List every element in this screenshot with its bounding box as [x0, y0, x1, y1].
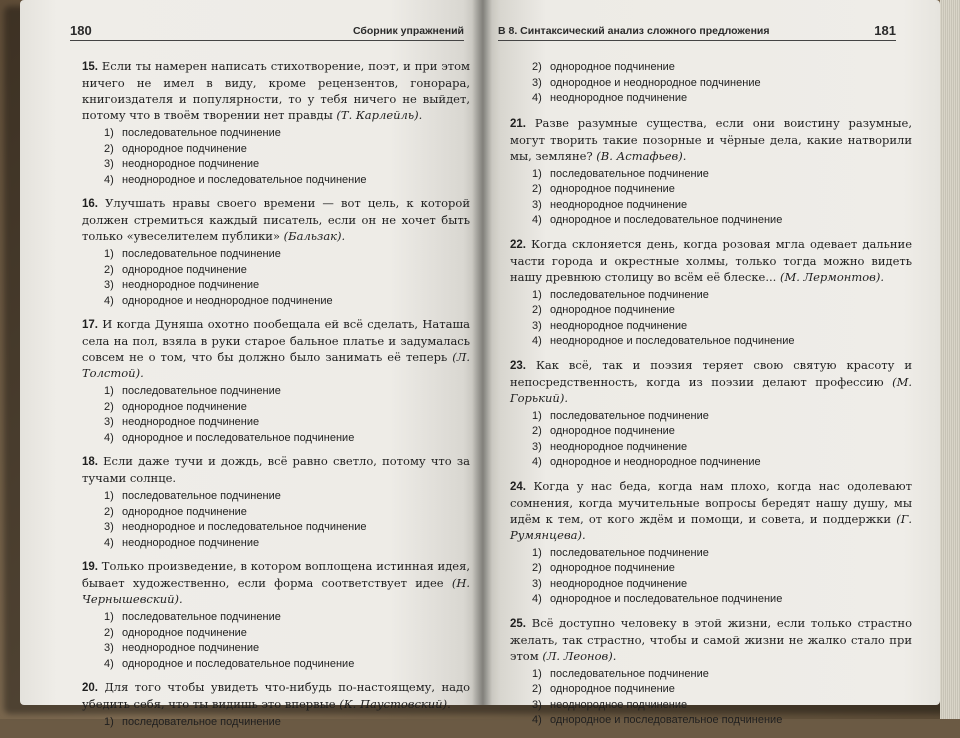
option-text: однородное и последовательное подчинение [122, 431, 355, 444]
exercise-text: Всё доступно человеку в этой жизни, если только страстно желать, так страстно, чтобы и самой жизни не жалко стало при этом [510, 615, 913, 663]
option-number: 3) [532, 198, 542, 211]
option-text: однородное подчинение [122, 142, 247, 155]
option-number: 1) [532, 288, 542, 301]
option-number: 4) [104, 657, 114, 670]
option-number: 3) [104, 416, 114, 428]
exercise-sentence [510, 615, 912, 664]
option-number: 1) [104, 248, 114, 260]
exercise-author: (Т. Карлейль). [336, 108, 423, 122]
answer-option [510, 213, 912, 229]
exercise-number: 20. [82, 682, 98, 694]
option-number: 3) [532, 698, 542, 711]
left-page-content [82, 58, 470, 738]
option-text: однородное подчинение [122, 400, 247, 413]
option-number: 2) [104, 142, 114, 155]
exercise-number: 19. [82, 561, 98, 573]
exercise-number: 16. [82, 198, 98, 210]
answer-option [82, 142, 470, 158]
option-text: последовательное подчинение [550, 667, 709, 680]
option-text: неоднородное подчинение [550, 440, 688, 453]
option-text: однородное и неоднородное подчинение [122, 294, 333, 307]
exercise-sentence [82, 316, 470, 381]
exercise-text: Только произведение, в котором воплощена истинная идея, бывает художественно, если форма соответствует идее [82, 559, 470, 590]
option-number: 4) [104, 294, 114, 307]
exercise-author: (Г. Румянцева). [510, 511, 913, 542]
answer-option [82, 278, 470, 294]
option-text: однородное подчинение [550, 562, 675, 574]
answer-option [82, 505, 470, 521]
exercise-number: 17. [82, 319, 98, 331]
answer-option [82, 520, 470, 536]
option-number: 3) [532, 440, 542, 453]
option-number: 1) [104, 490, 114, 502]
exercise-number: 22. [510, 238, 526, 251]
option-text: однородное подчинение [550, 304, 675, 316]
answer-option [82, 431, 470, 447]
option-number: 2) [532, 183, 542, 195]
option-number: 4) [532, 335, 542, 347]
exercise-sentence [82, 195, 470, 244]
option-text: неоднородное и последовательное подчинение [550, 335, 795, 347]
option-number: 1) [104, 385, 114, 397]
answer-option [510, 76, 912, 92]
option-number: 1) [104, 611, 114, 623]
exercise-text: Улучшать нравы своего времени — вот цель, к которой должен стремиться каждый писатель, если он не хочет быть только «увеселителем публики» [82, 196, 470, 243]
answer-option [510, 198, 912, 214]
answer-option [510, 91, 912, 107]
exercise-author: (М. Лермонтов). [779, 269, 884, 284]
option-number: 1) [532, 667, 542, 680]
answer-option [82, 536, 470, 552]
option-text: однородное подчинение [122, 505, 247, 518]
exercise-item [510, 115, 912, 229]
answer-option [82, 489, 470, 505]
option-number: 4) [532, 714, 542, 726]
exercise-item [510, 357, 912, 471]
exercise-text: Для того чтобы увидеть что-нибудь по-настоящему, надо убедить себя, что ты видишь это впервые [82, 680, 471, 711]
exercise-sentence [510, 236, 912, 285]
option-text: последовательное подчинение [122, 716, 281, 728]
answer-option [82, 384, 470, 400]
exercise-text: Когда склоняется день, когда розовая мгла одевает дальние части города и окрестные холмы, только тогда можно видеть нашу древнюю столицу во всём её блеске... [510, 236, 913, 284]
answer-option [510, 667, 912, 683]
exercise-sentence [82, 453, 470, 486]
option-text: последовательное подчинение [550, 288, 709, 301]
option-text: неоднородное подчинение [550, 92, 688, 104]
option-number: 1) [532, 409, 542, 422]
left-running-head [70, 18, 464, 41]
right-running-title: В 8. Синтаксический анализ сложного предложения [498, 25, 770, 37]
answer-option [82, 715, 470, 731]
answer-option [82, 400, 470, 416]
answer-option [510, 319, 912, 335]
option-text: однородное и неоднородное подчинение [550, 76, 761, 89]
option-text: неоднородное подчинение [550, 198, 688, 211]
option-text: однородное и неоднородное подчинение [550, 456, 761, 468]
exercise-author: (М. Горький). [510, 374, 912, 405]
answer-option [510, 561, 912, 577]
exercise-author: (Бальзак). [283, 229, 346, 243]
answer-option [510, 440, 912, 456]
left-running-title: Сборник упражнений [352, 25, 464, 37]
exercise-author: (В. Астафьев). [596, 148, 687, 163]
answer-option [82, 626, 470, 642]
exercise-item [510, 478, 912, 608]
exercise-item [82, 679, 470, 731]
option-number: 4) [104, 173, 114, 186]
option-number: 2) [532, 61, 542, 73]
option-number: 2) [104, 263, 114, 276]
exercise-author: (К. Паустовский). [339, 697, 451, 711]
option-number: 3) [104, 279, 114, 291]
option-number: 2) [532, 683, 542, 695]
right-running-head [498, 18, 896, 41]
right-page-content [510, 60, 912, 736]
option-text: неоднородное подчинение [122, 536, 260, 549]
exercise-number: 23. [510, 359, 526, 372]
exercise-author: (Л. Леонов). [542, 648, 617, 663]
option-text: последовательное подчинение [550, 409, 709, 422]
page-block-edge [940, 0, 960, 719]
option-text: однородное и последовательное подчинение [550, 714, 783, 726]
exercise-text: Если ты намерен написать стихотворение, поэт, и при этом ничего не имел в виду, кроме рецензентов, гонорара, книгоиздателя и популярности, то у тебя ничего не выйдет, потому что в твоём творении нет правды [82, 59, 471, 122]
option-text: неоднородное и последовательное подчинение [122, 521, 367, 533]
option-text: неоднородное подчинение [122, 416, 260, 428]
left-page-number: 180 [70, 23, 92, 38]
answer-option [82, 173, 470, 189]
exercise-text: Как всё, так и поэзия теряет свою святую красоту и непосредственность, когда из поэзии делают профессию [510, 357, 913, 389]
answer-option [82, 294, 470, 310]
option-text: однородное подчинение [122, 626, 247, 639]
option-number: 2) [532, 304, 542, 316]
answer-option [510, 713, 912, 729]
option-text: неоднородное подчинение [122, 158, 260, 170]
answer-option [82, 657, 470, 673]
option-text: последовательное подчинение [550, 167, 709, 180]
answer-option [82, 247, 470, 263]
answer-option [510, 167, 912, 183]
option-text: однородное подчинение [550, 683, 675, 695]
answer-option [510, 682, 912, 698]
exercise-number: 15. [82, 61, 98, 73]
answer-option [82, 641, 470, 657]
answer-option [510, 60, 912, 76]
option-number: 3) [532, 577, 542, 590]
exercise-sentence [82, 58, 470, 123]
answer-option [510, 546, 912, 562]
option-number: 2) [532, 562, 542, 574]
option-number: 1) [532, 167, 542, 180]
option-text: неоднородное и последовательное подчинение [122, 173, 367, 186]
option-number: 2) [104, 400, 114, 413]
option-text: однородное подчинение [550, 61, 675, 73]
option-text: последовательное подчинение [122, 611, 281, 623]
answer-option [510, 698, 912, 714]
answer-option [510, 455, 912, 471]
book-gutter [472, 0, 492, 705]
exercise-number: 24. [510, 480, 526, 493]
right-page-number: 181 [874, 23, 896, 38]
answer-option [510, 303, 912, 319]
option-text: последовательное подчинение [550, 546, 709, 559]
option-number: 3) [104, 642, 114, 654]
exercise-item [82, 316, 470, 446]
left-page [20, 0, 482, 728]
option-number: 4) [104, 536, 114, 549]
exercise-item [82, 195, 470, 309]
option-number: 4) [532, 214, 542, 226]
exercise-text: И когда Дуняша охотно пообещала ей всё сделать, Наташа села на пол, взяла в руки старое бальное платье и задумалась совсем не о том, что бы должно было занимать её теперь [82, 317, 470, 364]
exercise-item [510, 236, 912, 350]
option-text: однородное и последовательное подчинение [550, 593, 783, 605]
exercise-sentence [510, 478, 912, 543]
option-text: неоднородное подчинение [550, 319, 688, 332]
exercise-number: 25. [510, 617, 526, 630]
answer-option [82, 157, 470, 173]
option-number: 3) [104, 158, 114, 170]
option-number: 3) [532, 319, 542, 332]
option-text: неоднородное подчинение [122, 279, 260, 291]
answer-option [510, 288, 912, 304]
option-text: однородное подчинение [550, 425, 675, 437]
exercise-text: Если даже тучи и дождь, всё равно светло, потому что за тучами солнце. [82, 454, 470, 485]
option-text: последовательное подчинение [122, 127, 281, 139]
exercise-item [82, 558, 470, 672]
exercise-sentence [82, 679, 470, 712]
right-page [482, 0, 940, 726]
exercise-number: 18. [82, 456, 98, 468]
option-number: 4) [104, 431, 114, 444]
option-number: 2) [532, 425, 542, 437]
option-text: последовательное подчинение [122, 248, 281, 260]
option-number: 4) [532, 456, 542, 468]
exercise-item [82, 58, 470, 188]
answer-option [510, 592, 912, 608]
option-text: неоднородное подчинение [550, 577, 688, 590]
option-number: 4) [532, 92, 542, 104]
option-text: неоднородное подчинение [122, 642, 260, 654]
option-text: последовательное подчинение [122, 490, 281, 502]
exercise-text: Разве разумные существа, если они воистину разумные, могут творить такие позорные и чёрные дела, какие натворили мы, земляне? [510, 115, 913, 163]
answer-option [510, 409, 912, 425]
answer-option [510, 182, 912, 198]
option-number: 4) [532, 593, 542, 605]
option-text: однородное и последовательное подчинение [550, 214, 783, 226]
answer-option [510, 334, 912, 350]
exercise-item [82, 453, 470, 551]
option-number: 1) [104, 127, 114, 139]
exercise-item [510, 615, 912, 729]
answer-option [82, 263, 470, 279]
exercise-author: (Н. Чернышевский). [82, 576, 471, 606]
answer-option [510, 424, 912, 440]
exercise-number: 21. [510, 117, 526, 130]
option-number: 3) [104, 521, 114, 533]
option-number: 2) [104, 626, 114, 639]
answer-option [82, 415, 470, 431]
option-number: 1) [104, 716, 114, 728]
option-text: однородное подчинение [122, 263, 247, 276]
exercise-text: Когда у нас беда, когда нам плохо, когда нас одолевают сомнения, когда мучительные вопросы бередят нашу душу, мы идём к тем, от кого ждём и помощи, и совета, и поддержки [510, 478, 913, 526]
exercise-sentence [510, 357, 912, 406]
answer-option [82, 126, 470, 142]
carryover-options [510, 60, 912, 107]
option-number: 3) [532, 76, 542, 89]
exercise-sentence [82, 558, 470, 607]
option-text: однородное подчинение [550, 183, 675, 195]
answer-option [510, 577, 912, 593]
option-number: 2) [104, 505, 114, 518]
answer-option [82, 610, 470, 626]
option-number: 1) [532, 546, 542, 559]
option-text: последовательное подчинение [122, 385, 281, 397]
exercise-author: (Л. Толстой). [82, 350, 470, 380]
exercise-sentence [510, 115, 912, 164]
option-text: однородное и последовательное подчинение [122, 657, 355, 670]
option-text: неоднородное подчинение [550, 698, 688, 711]
